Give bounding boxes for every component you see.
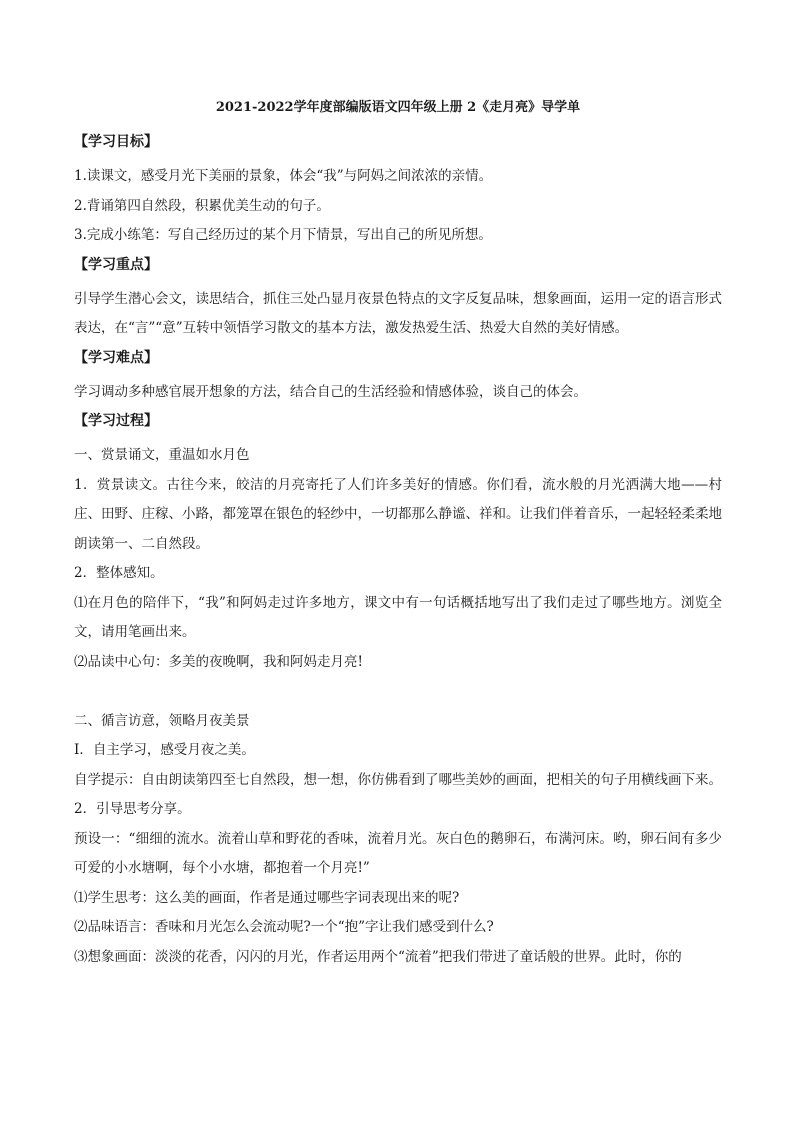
goal-item-1: 1.读课文，感受月光下美丽的景象，体会“我”与阿妈之间浓浓的亲情。 xyxy=(74,168,493,184)
part1-item2-a: ⑴在月色的陪伴下，“我”和阿妈走过许多地方，课文中有一句话概括地写出了我们走过了哪些地方。浏览全文，请用笔画出来。 xyxy=(74,594,722,640)
part2-q3: ⑶想象画面：淡淡的花香，闪闪的月光，作者运用两个“流着”把我们带进了童话般的世界。此时，你的 xyxy=(74,948,682,965)
document-page xyxy=(74,98,722,972)
part2-hint: 自学提示：自由朗读第四至七自然段，想一想，你仿佛看到了哪些美妙的画面，把相关的句子用横线画下来。 xyxy=(74,771,722,788)
document-title: 2021-2022学年度部编版语文四年级上册 2《走月亮》导学单 xyxy=(215,100,581,115)
part1-item1: 1．赏景读文。古往今来，皎洁的月亮寄托了人们许多美好的情感。你们看，流水般的月光洒满大地——村庄、田野、庄稼、小路，都笼罩在银色的轻纱中，一切都那么静谧、祥和。让我们伴着音乐，一起轻轻柔柔地朗读第一、二自然段。 xyxy=(74,476,722,552)
focus-text: 引导学生潜心会文，读思结合，抓住三处凸显月夜景色特点的文字反复品味，想象画面，运用一定的语言形式表达，在“言”“意”互转中领悟学习散文的基本方法，激发热爱生活、热爱大自然的美好情感。 xyxy=(74,290,722,336)
blank-line xyxy=(74,677,722,707)
focus-heading: 【学习重点】 xyxy=(74,256,158,273)
part1-item2: 2．整体感知。 xyxy=(74,565,164,581)
part2-title: 二、循言访意，领略月夜美景 xyxy=(74,712,250,729)
part2-q2: ⑵品味语言：香味和月光怎么会流动呢?一个“抱”字让我们感受到什么? xyxy=(74,919,494,935)
part1-item2-b: ⑵品读中心句：多美的夜晚啊，我和阿妈走月亮! xyxy=(74,653,363,670)
goal-item-2: 2.背诵第四自然段，积累优美生动的句子。 xyxy=(74,197,330,214)
part2-preset: 预设一：“细细的流水。流着山草和野花的香味，流着月光。灰白色的鹅卵石，布满河床。哟，卵石间有多少可爱的小水塘啊，每个小水塘，都抱着一个月亮!” xyxy=(74,830,722,876)
goal-item-3: 3.完成小练笔：写自己经历过的某个月下情景，写出自己的所见所想。 xyxy=(74,227,492,243)
part2-item1: I．自主学习，感受月夜之美。 xyxy=(74,742,255,758)
part1-title: 一、赏景诵文，重温如水月色 xyxy=(74,447,250,463)
difficulty-heading: 【学习难点】 xyxy=(74,349,158,366)
difficulty-text: 学习调动多种感官展开想象的方法，结合自己的生活经验和情感体验，谈自己的体会。 xyxy=(74,383,587,400)
part2-item2: 2．引导思考分享。 xyxy=(74,801,191,817)
process-heading: 【学习过程】 xyxy=(74,413,158,429)
part2-q1: ⑴学生思考：这么美的画面，作者是通过哪些字词表现出来的呢? xyxy=(74,889,460,906)
goals-heading: 【学习目标】 xyxy=(74,134,158,150)
